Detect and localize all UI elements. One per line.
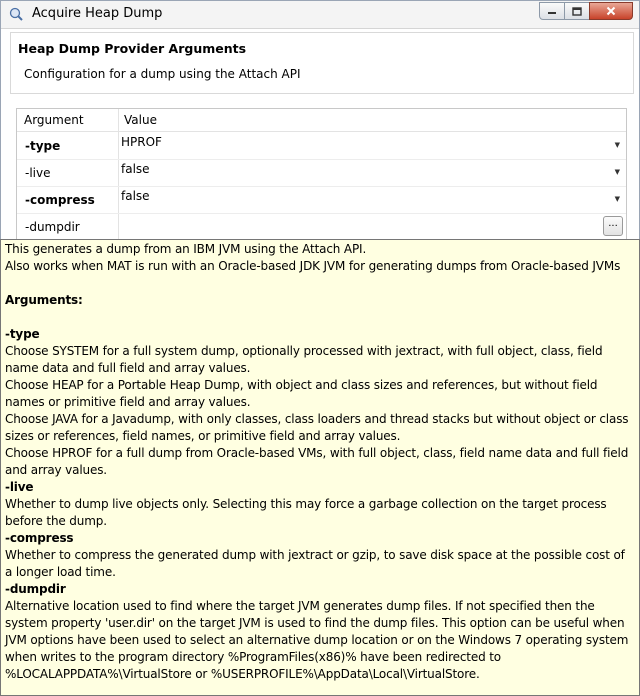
argument-value-type[interactable]: HPROF (121, 135, 162, 149)
argument-name-live: -live (25, 166, 51, 180)
close-icon (606, 6, 616, 16)
minimize-button[interactable] (539, 2, 565, 20)
live-desc: Whether to dump live objects only. Selecting this may force a garbage collection on the target process before the dump. (5, 497, 607, 528)
page-header (10, 32, 634, 94)
dumpdir-desc: Alternative location used to find where the target JVM generates dump files. If not specified then the system property 'user.dir' on the target JVM is used to find the dump files. This option can be useful when JVM options have been used to select an alternative dump location or on the Windows 7 operating system when writes to the program directory %ProgramFiles(x86)% have been redirected to %LOCALAPPDATA%\VirtualStore or %USERPROFILE%\AppData\Local\VirtualStore. (5, 599, 629, 681)
type-system-desc: Choose SYSTEM for a full system dump, optionally processed with jextract, with full object, class, field name data and full field and array values. (5, 344, 603, 375)
table-row-compress[interactable] (17, 186, 626, 214)
close-button[interactable] (589, 2, 633, 20)
table-row-dumpdir[interactable] (17, 213, 626, 240)
type-java-desc: Choose JAVA for a Javadump, with only classes, class loaders and thread stacks but without object or class sizes or references, field names, or primitive field and array values. (5, 412, 629, 443)
tooltip-intro-oracle: Also works when MAT is run with an Oracle-based JDK JVM for generating dumps from Oracle-based JVMs (5, 259, 621, 273)
chevron-down-icon[interactable]: ▼ (614, 195, 620, 203)
argument-name-compress: -compress (25, 193, 95, 207)
page-description: Configuration for a dump using the Attach API (24, 67, 301, 81)
live-heading: -live (5, 480, 34, 494)
argument-value-live[interactable]: false (121, 162, 150, 176)
arguments-heading: Arguments: (5, 293, 83, 307)
type-heap-desc: Choose HEAP for a Portable Heap Dump, with object and class sizes and references, but without field names or primitive field and array values. (5, 378, 598, 409)
column-header-value[interactable]: Value (124, 113, 157, 127)
chevron-down-icon[interactable]: ▼ (614, 168, 620, 176)
type-heading: -type (5, 327, 40, 341)
window-controls (540, 2, 633, 20)
column-header-argument[interactable]: Argument (24, 113, 84, 127)
browse-button[interactable]: ... (603, 216, 623, 236)
dumpdir-heading: -dumpdir (5, 582, 66, 596)
arguments-table (16, 108, 627, 240)
heap-dump-icon (9, 7, 23, 21)
argument-name-dumpdir: -dumpdir (25, 220, 80, 234)
maximize-icon (572, 7, 582, 16)
type-hprof-desc: Choose HPROF for a full dump from Oracle-based VMs, with full object, class, field name data and full field and array values. (5, 446, 629, 477)
compress-desc: Whether to compress the generated dump with jextract or gzip, to save disk space at the possible cost of a longer load time. (5, 548, 625, 579)
title-bar[interactable] (1, 1, 639, 29)
table-row-live[interactable] (17, 159, 626, 187)
argument-name-type: -type (25, 139, 61, 153)
window-title: Acquire Heap Dump (32, 6, 163, 21)
table-row-type[interactable] (17, 132, 626, 160)
help-tooltip (0, 239, 640, 696)
maximize-button[interactable] (564, 2, 590, 20)
chevron-down-icon[interactable]: ▼ (614, 141, 620, 149)
compress-heading: -compress (5, 531, 74, 545)
minimize-icon (547, 7, 557, 15)
tooltip-intro: This generates a dump from an IBM JVM using the Attach API. (5, 242, 367, 256)
argument-value-compress[interactable]: false (121, 189, 150, 203)
page-title: Heap Dump Provider Arguments (18, 41, 247, 56)
table-header (17, 109, 626, 132)
